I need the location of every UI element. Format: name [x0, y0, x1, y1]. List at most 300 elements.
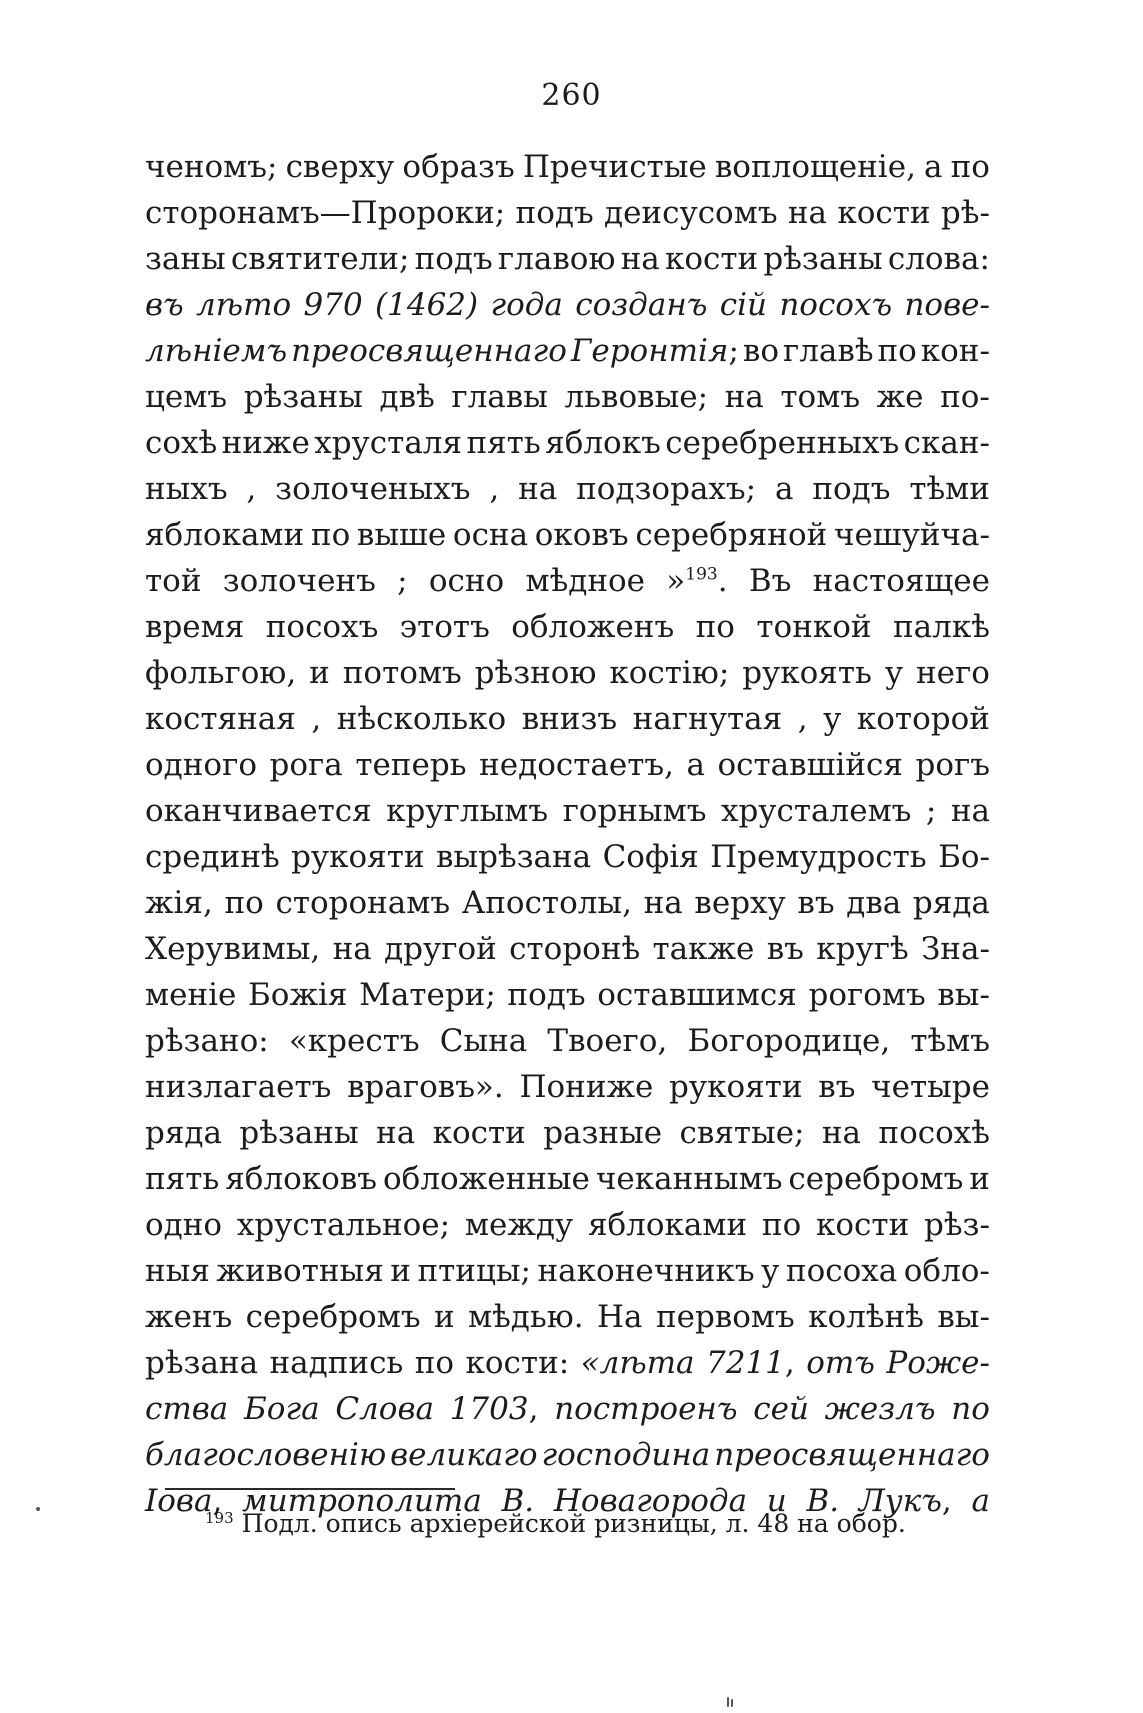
word-text: посохѣ — [878, 1115, 990, 1151]
word-text: на — [376, 1115, 416, 1151]
word-text: оканчивается — [145, 793, 372, 829]
word-text: «крестъ — [288, 1023, 420, 1059]
word — [545, 420, 661, 466]
word — [429, 558, 504, 604]
word-text: главою — [497, 241, 616, 277]
word-text: по — [414, 1345, 455, 1381]
word-text: ; — [397, 563, 408, 599]
word-text: время — [145, 609, 245, 645]
word — [541, 1432, 710, 1478]
word — [145, 834, 280, 880]
text-line — [145, 420, 990, 466]
word — [145, 420, 217, 466]
word — [535, 512, 629, 558]
word-text: у — [884, 655, 904, 691]
word-text: подъ — [414, 241, 493, 277]
word — [479, 742, 674, 788]
word-text: цемъ — [145, 379, 228, 415]
word-text: рѣзано: — [145, 1023, 269, 1059]
word-text: на — [332, 931, 372, 967]
word — [475, 650, 597, 696]
word — [384, 926, 497, 972]
word — [246, 1294, 421, 1340]
word — [525, 558, 645, 604]
word-text: святители; — [230, 241, 410, 277]
text-line — [145, 742, 990, 788]
word — [145, 374, 227, 420]
word-text: по- — [940, 379, 990, 415]
word — [145, 1156, 219, 1202]
word-text: ниже — [221, 425, 310, 461]
word — [224, 880, 263, 926]
word — [554, 1386, 737, 1432]
word — [225, 1156, 377, 1202]
word — [665, 236, 758, 282]
word-text: круглымъ — [386, 793, 549, 829]
word — [509, 926, 640, 972]
word-text: костяная — [145, 701, 296, 737]
word — [916, 650, 990, 696]
text-line — [145, 1340, 990, 1386]
word — [462, 880, 632, 926]
word — [222, 420, 310, 466]
text-line — [145, 190, 990, 236]
footnote — [205, 1507, 906, 1541]
word-text: рукояти — [291, 839, 425, 875]
word-text: (1462) — [375, 287, 479, 323]
word — [523, 144, 707, 190]
word — [246, 466, 256, 512]
word-text: у — [761, 1253, 780, 1289]
word — [415, 1340, 454, 1386]
text-line — [145, 1110, 990, 1156]
word-text: Софія — [602, 839, 699, 875]
word — [376, 1110, 415, 1156]
word — [468, 1294, 584, 1340]
word-text: рукоять — [742, 655, 872, 691]
word — [666, 558, 727, 604]
word — [145, 1340, 258, 1386]
word-text: великаго — [390, 1437, 538, 1473]
word-text: Пониже — [519, 1069, 654, 1105]
word — [696, 604, 735, 650]
word-text: золоченыхъ — [275, 471, 471, 507]
word-text: » — [666, 563, 686, 599]
word-text: Геронтія — [570, 333, 729, 369]
word — [145, 1432, 386, 1478]
word — [489, 466, 499, 512]
word — [597, 1294, 643, 1340]
word-text: осна — [452, 517, 529, 553]
word — [563, 788, 707, 834]
word — [885, 650, 903, 696]
word — [893, 604, 990, 650]
word — [940, 374, 990, 420]
word — [145, 650, 296, 696]
word — [951, 1386, 990, 1432]
word-text: Іова — [145, 1483, 213, 1519]
punctuation: , — [212, 1483, 223, 1519]
word-text: сохѣ — [145, 425, 218, 461]
word-text: которой — [856, 701, 990, 737]
word — [519, 1064, 653, 1110]
word-text: а — [686, 747, 705, 783]
word-text: пять — [466, 425, 541, 461]
word-text: , — [311, 701, 322, 737]
word-text: четыре — [871, 1069, 990, 1105]
text-line — [145, 1018, 990, 1064]
word — [145, 1018, 269, 1064]
word — [390, 1248, 411, 1294]
word — [145, 1248, 210, 1294]
word-text: палкѣ — [893, 609, 990, 645]
word-text: на — [821, 1115, 862, 1151]
punctuation: , — [941, 1483, 952, 1519]
text-line — [145, 1432, 990, 1478]
word-text: хрусталемъ — [720, 793, 912, 829]
word — [743, 328, 779, 374]
word — [304, 282, 363, 328]
word — [145, 788, 372, 834]
word — [710, 834, 927, 880]
word — [266, 604, 379, 650]
word-text: лѣто — [196, 287, 292, 323]
word-text: лѣніемъ — [145, 333, 288, 369]
text-line — [145, 1294, 990, 1340]
text-line — [145, 972, 990, 1018]
word-text: Сына — [439, 1023, 528, 1059]
word-text: кости: — [465, 1345, 570, 1381]
word — [291, 834, 425, 880]
word — [762, 1202, 801, 1248]
word — [913, 880, 990, 926]
word-text: кон- — [920, 333, 990, 369]
word-text: рогъ — [915, 747, 990, 783]
word — [522, 696, 617, 742]
word-text: на — [620, 241, 660, 277]
text-line — [145, 1202, 990, 1248]
word — [564, 374, 708, 420]
word-text: яблокъ — [545, 425, 661, 461]
word — [857, 696, 990, 742]
word-text: и — [766, 1483, 787, 1519]
word — [434, 1294, 455, 1340]
word-text: , — [797, 701, 808, 737]
word — [926, 788, 936, 834]
word — [576, 466, 756, 512]
word — [451, 374, 548, 420]
word-text: по — [951, 1391, 990, 1427]
word-text: томъ — [780, 379, 861, 415]
word — [538, 1248, 755, 1294]
word-text: нѣсколько — [336, 701, 507, 737]
word-text: чеканнымъ — [595, 1161, 783, 1197]
footnote-text: Подл. опись архіерейской ризницы, л. 48 на обор. — [241, 1509, 906, 1538]
word-text: сторонамъ — [275, 885, 451, 921]
word — [783, 328, 874, 374]
word — [941, 190, 990, 236]
word-text: кости — [664, 241, 759, 277]
word-text: Бога — [244, 1391, 320, 1427]
text-line — [145, 926, 990, 972]
word — [909, 466, 990, 512]
word — [498, 236, 616, 282]
text-line — [145, 236, 990, 282]
word-text: серебромъ — [788, 1161, 964, 1197]
text-line — [145, 604, 990, 650]
word-text: подзорахъ; — [576, 471, 757, 507]
word — [270, 1340, 404, 1386]
print-speck — [731, 1699, 733, 1707]
word-text: кости — [816, 1207, 910, 1243]
footnote-rule — [165, 1488, 455, 1490]
word-text: 970 — [303, 287, 363, 323]
word-text: созданъ — [575, 287, 708, 323]
text-line — [145, 834, 990, 880]
word — [694, 880, 785, 926]
word-text: сей — [753, 1391, 809, 1427]
word-text: осно — [428, 563, 505, 599]
word — [335, 1386, 434, 1432]
word-text: мѣдью. — [468, 1299, 584, 1335]
word-text: Зна- — [920, 931, 990, 967]
word — [888, 236, 990, 282]
word-text: святые; — [679, 1115, 805, 1151]
word-text: оставшимся — [597, 977, 797, 1013]
word-text: рѣзаны — [243, 379, 363, 415]
word-text: одного — [145, 747, 257, 783]
word-text: Апостолы, — [461, 885, 632, 921]
word-text: благословенію — [145, 1437, 387, 1473]
word-text: по — [695, 609, 735, 645]
word-text: сторонамъ—Пророки; — [145, 195, 506, 231]
word-text: рога — [269, 747, 343, 783]
word — [145, 1386, 228, 1432]
word — [788, 1156, 963, 1202]
word-text: вы- — [937, 977, 990, 1013]
word — [603, 834, 699, 880]
word — [145, 926, 320, 972]
word — [808, 1294, 924, 1340]
word — [359, 972, 496, 1018]
word-text: кругѣ — [816, 931, 909, 967]
word-text: построенъ — [554, 1391, 738, 1427]
word-text: въ — [818, 1069, 856, 1105]
word-text: 1703 — [449, 1391, 529, 1427]
word — [309, 650, 330, 696]
word — [720, 282, 767, 328]
word — [886, 1340, 990, 1386]
word — [767, 926, 804, 972]
word — [924, 1202, 990, 1248]
word-text: ; — [925, 793, 937, 829]
word-text: ныхъ — [145, 471, 228, 507]
word — [275, 466, 470, 512]
word — [635, 512, 827, 558]
word-text: рѣзною — [474, 655, 597, 691]
word — [742, 650, 872, 696]
word — [333, 926, 372, 972]
word-text: Матери; — [359, 977, 496, 1013]
body-text — [145, 144, 990, 1524]
word-text: хрусталя — [314, 425, 463, 461]
word-text: и — [433, 1299, 455, 1335]
word — [718, 742, 903, 788]
word — [786, 1248, 897, 1294]
word — [871, 1064, 990, 1110]
word-text: , — [489, 471, 500, 507]
word — [597, 972, 797, 1018]
word-text: вы- — [937, 1299, 990, 1335]
word-text: фольгою, — [145, 655, 297, 691]
word-text: у — [823, 701, 842, 737]
word-text: на — [787, 195, 828, 231]
word — [145, 328, 287, 374]
word-text: Слова — [335, 1391, 434, 1427]
word-text: митрополита — [242, 1483, 482, 1519]
word-text: рѣзана — [145, 1345, 259, 1381]
word — [465, 1202, 573, 1248]
word-text: главы — [451, 379, 548, 415]
word-text: заны — [145, 241, 226, 277]
word-text: первомъ — [655, 1299, 795, 1335]
word-text: во — [742, 333, 779, 369]
word — [145, 282, 184, 328]
word — [878, 1110, 990, 1156]
word-text: господина — [541, 1437, 711, 1473]
word-text: враговъ». — [347, 1069, 504, 1105]
word-text: обложенные — [383, 1161, 590, 1197]
word-text: Пречистые — [522, 149, 707, 185]
word-text: преосвященнаго — [291, 333, 567, 369]
word-text: и — [390, 1253, 411, 1289]
word — [904, 420, 990, 466]
word-text: другой — [384, 931, 497, 967]
word — [145, 1294, 232, 1340]
word-text: двѣ — [379, 379, 435, 415]
word — [415, 236, 493, 282]
word — [244, 1386, 320, 1432]
word-text: ряда — [145, 1115, 222, 1151]
word — [818, 1064, 855, 1110]
word — [714, 1432, 990, 1478]
word — [812, 466, 890, 512]
word-text: Богородице, — [687, 1023, 891, 1059]
word — [248, 972, 347, 1018]
word — [653, 926, 755, 972]
word — [910, 1018, 990, 1064]
word-text: а — [924, 149, 943, 185]
word-text: срединѣ — [145, 839, 280, 875]
word-text: преосвященнаго — [714, 1437, 990, 1473]
text-line — [145, 1156, 990, 1202]
word — [380, 374, 435, 420]
word-text: тонкой — [756, 609, 872, 645]
word-text: въ — [797, 885, 835, 921]
word — [145, 1202, 222, 1248]
word — [604, 190, 778, 236]
word — [687, 1018, 890, 1064]
word — [145, 1110, 222, 1156]
word — [571, 328, 739, 374]
word — [665, 420, 899, 466]
word — [216, 1248, 383, 1294]
word-text: на — [950, 793, 990, 829]
word-text: кости — [432, 1115, 526, 1151]
word-text: по — [310, 517, 351, 553]
word — [511, 604, 674, 650]
word — [291, 328, 567, 374]
word — [145, 466, 228, 512]
word-text: вырѣзана — [435, 839, 592, 875]
word-text: также — [652, 931, 755, 967]
word-text: отъ — [806, 1345, 875, 1381]
word-text: образъ — [402, 149, 515, 185]
word — [904, 282, 990, 328]
word — [581, 1340, 695, 1386]
word — [816, 1202, 909, 1248]
word-text: жезлъ — [824, 1391, 936, 1427]
word — [816, 926, 908, 972]
word — [921, 328, 990, 374]
text-line — [145, 1064, 990, 1110]
word — [921, 926, 990, 972]
word — [145, 558, 201, 604]
text-line — [145, 512, 990, 558]
word-text: обло- — [903, 1253, 990, 1289]
word-text: Твоего, — [547, 1023, 668, 1059]
word-text: пять — [145, 1161, 220, 1197]
word-text: Божія — [248, 977, 348, 1013]
text-line — [145, 144, 990, 190]
footnote-marker: 193 — [205, 1508, 234, 1527]
word-text: Херувимы, — [145, 931, 321, 967]
text-line — [145, 282, 990, 328]
word-text: по — [224, 885, 264, 921]
word — [223, 558, 376, 604]
word-text: тѣми — [909, 471, 990, 507]
word — [715, 144, 916, 190]
word — [518, 466, 557, 512]
word — [145, 236, 226, 282]
word-text: на — [518, 471, 558, 507]
word-text: рѣз- — [924, 1207, 990, 1243]
word-text: подъ — [515, 195, 594, 231]
word — [877, 374, 924, 420]
word-text: наконечникъ — [537, 1253, 755, 1289]
word-text: ряда — [912, 885, 990, 921]
word-text: на — [643, 885, 683, 921]
word-text: костію; — [609, 655, 730, 691]
word-text: а — [774, 471, 794, 507]
word-text: рукояти — [669, 1069, 803, 1105]
word-text: серебромъ — [245, 1299, 421, 1335]
word-text: одно — [145, 1207, 223, 1243]
word-text: колѣнѣ — [808, 1299, 924, 1335]
word — [588, 1202, 747, 1248]
word-text: жія, — [145, 885, 213, 921]
word-text: въ — [145, 287, 184, 323]
word-text: мѣдное — [525, 563, 646, 599]
word-text: яблоками — [145, 517, 305, 553]
word — [813, 558, 990, 604]
word-text: В. — [501, 1483, 535, 1519]
word — [904, 1248, 990, 1294]
word — [686, 742, 704, 788]
text-line — [145, 374, 990, 420]
word-text: яблоками — [587, 1207, 748, 1243]
word — [609, 650, 729, 696]
